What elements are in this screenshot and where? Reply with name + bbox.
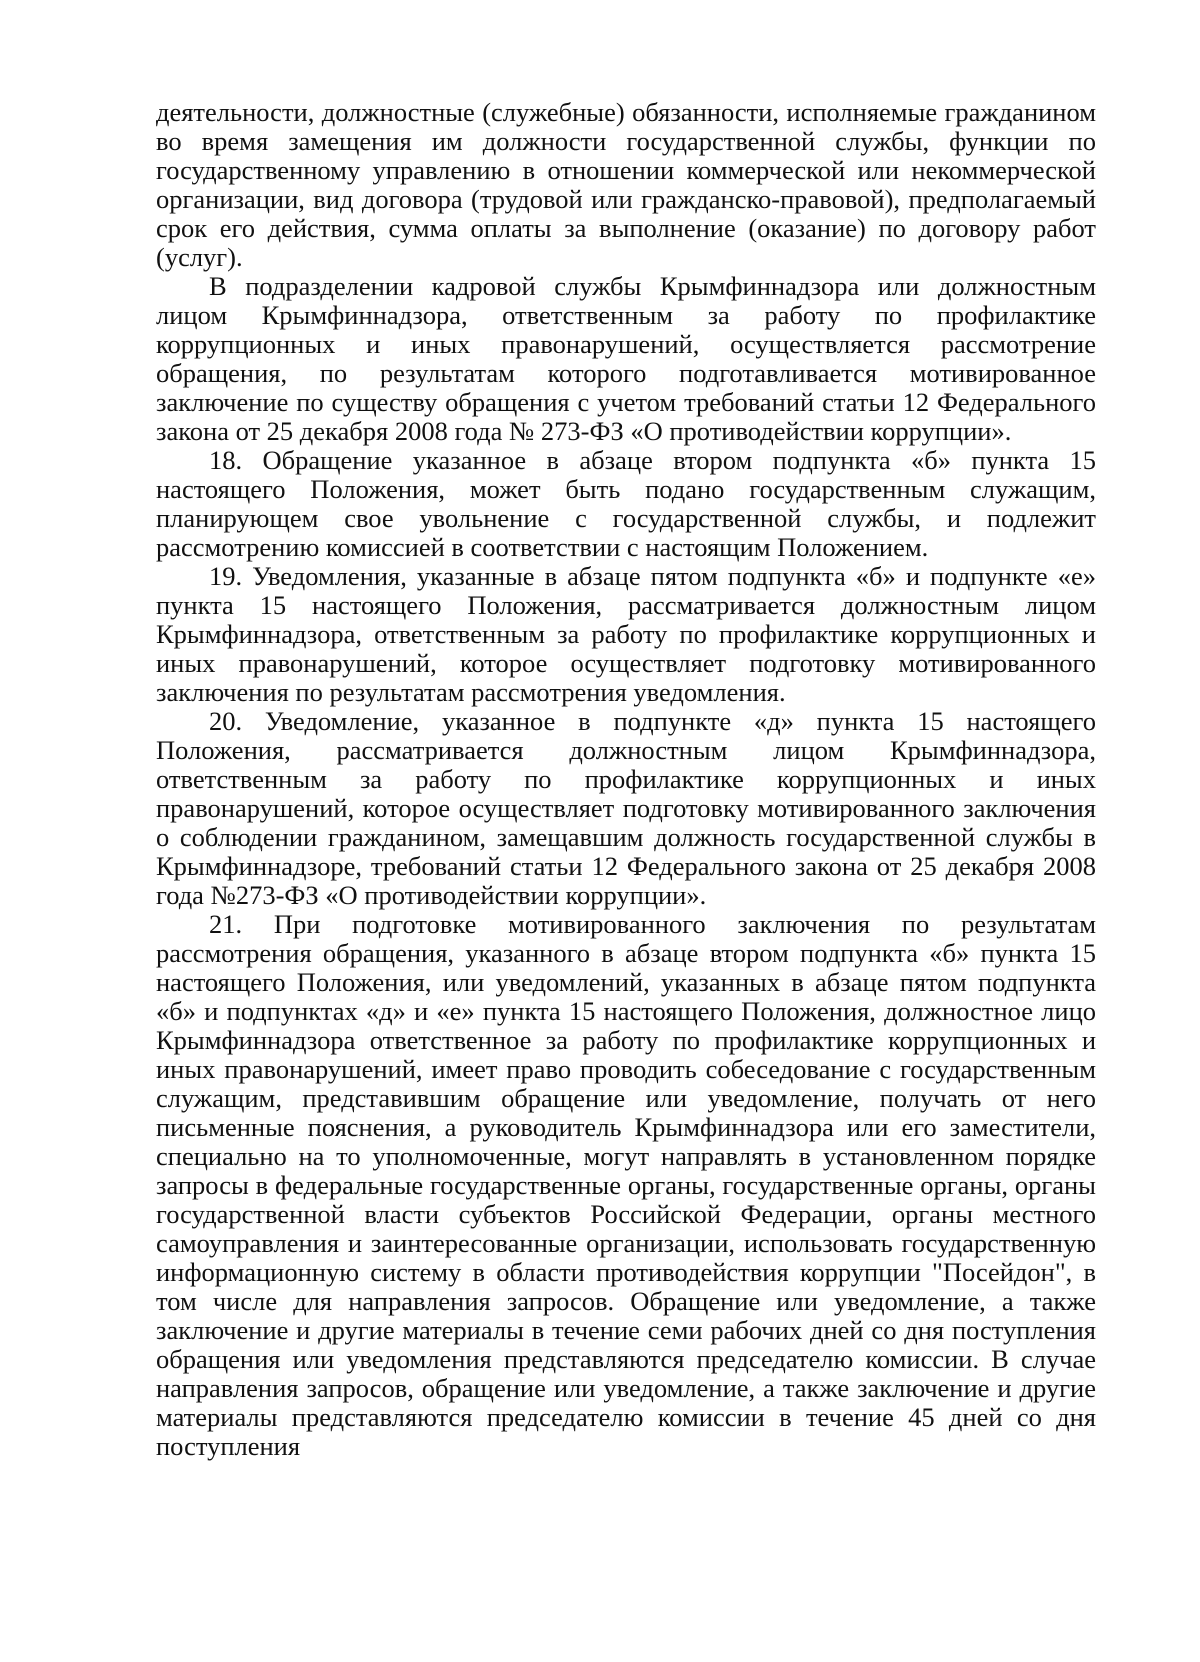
paragraph-review-of-appeal: В подразделении кадровой службы Крымфиннадзора или должностным лицом Крымфиннадзора, ответственным за работу по профилактике коррупционных и иных правонарушений, осуществляется рассмотрение обращения, по результатам которого подготавливается мотивированное заключение по существу обращения с учетом требований статьи 12 Федерального закона от 25 декабря 2008 года № 273-ФЗ «О противодействии коррупции». [156,271,1096,446]
paragraph-18: 18. Обращение указанное в абзаце втором подпункта «б» пункта 15 настоящего Положения, может быть подано государственным служащим, планирующем свое увольнение с государственной службы, и подлежит рассмотрению комиссией в соответствии с настоящим Положением. [156,445,1096,562]
paragraph-21: 21. При подготовке мотивированного заключения по результатам рассмотрения обращения, указанного в абзаце втором подпункта «б» пункта 15 настоящего Положения, или уведомлений, указанных в абзаце пятом подпункта «б» и подпунктах «д» и «е» пункта 15 настоящего Положения, должностное лицо Крымфиннадзора ответственное за работу по профилактике коррупционных и иных правонарушений, имеет право проводить собеседование с государственным служащим, представившим обращение или уведомление, получать от него письменные пояснения, а руководитель Крымфиннадзора или его заместители, специально на то уполномоченные, могут направлять в установленном порядке запросы в федеральные государственные органы, государственные органы, органы государственной власти субъектов Российской Федерации, органы местного самоуправления и заинтересованные организации, использовать государственную информационную систему в области противодействия коррупции "Посейдон", в том числе для направления запросов. Обращение или уведомление, а также заключение и другие материалы в течение семи рабочих дней со дня поступления обращения или уведомления представляются председателю комиссии. В случае направления запросов, обращение или уведомление, а также заключение и другие материалы представляются председателю комиссии в течение 45 дней со дня поступления [156,909,1096,1461]
paragraph-20: 20. Уведомление, указанное в подпункте «д» пункта 15 настоящего Положения, рассматривается должностным лицом Крымфиннадзора, ответственным за работу по профилактике коррупционных и иных правонарушений, которое осуществляет подготовку мотивированного заключения о соблюдении гражданином, замещавшим должность государственной службы в Крымфиннадзоре, требований статьи 12 Федерального закона от 25 декабря 2008 года №273-ФЗ «О противодействии коррупции». [156,706,1096,910]
paragraph-19: 19. Уведомления, указанные в абзаце пятом подпункта «б» и подпункте «е» пункта 15 настоящего Положения, рассматривается должностным лицом Крымфиннадзора, ответственным за работу по профилактике коррупционных и иных правонарушений, которое осуществляет подготовку мотивированного заключения по результатам рассмотрения уведомления. [156,561,1096,707]
paragraph-intro-continuation: деятельности, должностные (служебные) обязанности, исполняемые гражданином во время замещения им должности государственной службы, функции по государственному управлению в отношении коммерческой или некоммерческой организации, вид договора (трудовой или гражданско-правовой), предполагаемый срок его действия, сумма оплаты за выполнение (оказание) по договору работ (услуг). [156,97,1096,272]
